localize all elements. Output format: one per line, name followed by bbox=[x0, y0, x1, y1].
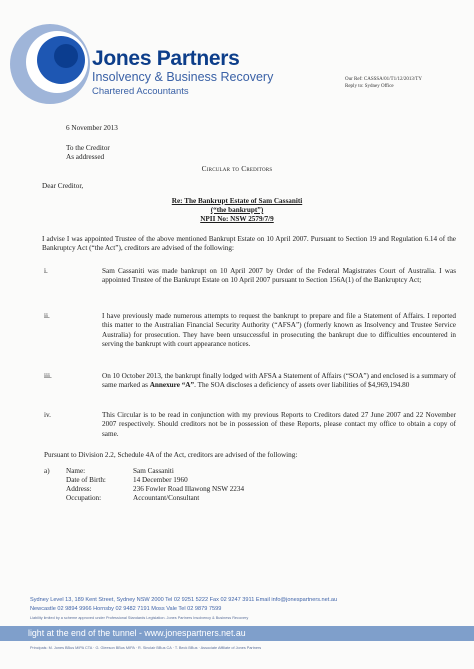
recipient-line-2: As addressed bbox=[66, 153, 105, 161]
detail-label: Date of Birth: bbox=[66, 476, 106, 484]
brand-name: Jones Partners bbox=[92, 47, 240, 70]
item-text: On 10 October 2013, the bankrupt finally lodged with AFSA a Statement of Affairs (“SOA”) and enclosed is a summary of same marked as Annexure “A”. The SOA discloses a deficiency of assets over liabilities of $4,969,194.80 bbox=[102, 372, 456, 390]
item-number: i. bbox=[44, 267, 48, 275]
detail-value: Accountant/Consultant bbox=[133, 494, 200, 502]
item-number: iii. bbox=[44, 372, 52, 380]
detail-value: 236 Fowler Road Illawong NSW 2234 bbox=[133, 485, 245, 493]
reply-to: Reply to: Sydney Office bbox=[345, 84, 394, 89]
detail-label: Address: bbox=[66, 485, 92, 493]
brand-tagline: Insolvency & Business Recovery bbox=[92, 70, 274, 84]
brand-chartered: Chartered Accountants bbox=[92, 86, 189, 97]
jones-partners-logo-icon bbox=[6, 22, 96, 106]
recipient-line-1: To the Creditor bbox=[66, 144, 110, 152]
detail-label: Occupation: bbox=[66, 494, 102, 502]
reference-block bbox=[345, 76, 422, 90]
item-number: iv. bbox=[44, 411, 51, 419]
footer-contact bbox=[30, 596, 460, 614]
item-text: I have previously made numerous attempts to request the bankrupt to prepare and file a Statement of Affairs. I reported this matter to the Australian Financial Security Authority (“AFSA”) (formerly known as Insolvency and Trustee Service Australia) for prosecution. They have been unsuccessful in prosecuting the bankrupt due to difficulties encountered in serving the bankrupt with court appearance notices. bbox=[102, 312, 456, 349]
item-text: This Circular is to be read in conjunction with my previous Reports to Creditors dated 27 June 2007 and 22 November 2007 respectively. Should creditors not be in possession of these Reports, please contact my office to obtain a copy of same. bbox=[102, 411, 456, 438]
re-line-2: (“the bankrupt”) bbox=[210, 206, 264, 214]
annexure-reference: Annexure “A” bbox=[149, 381, 195, 390]
re-line-1: Re: The Bankrupt Estate of Sam Cassaniti bbox=[171, 197, 303, 205]
our-ref: Our Ref: CASSSA/01/T1/12/2013/TY bbox=[345, 77, 422, 82]
detail-label: Name: bbox=[66, 467, 86, 475]
footer-contact-line-2: Newcastle 02 9894 9966 Hornsby 02 9482 7191 Moss Vale Tel 02 9879 7599 bbox=[30, 605, 222, 612]
detail-value: 14 December 1960 bbox=[133, 476, 188, 484]
footer-band-text: light at the end of the tunnel - www.jonespartners.net.au bbox=[28, 628, 246, 638]
circular-heading: Circular to Creditors bbox=[201, 164, 273, 173]
footer-disclaimer: Liability limited by a scheme approved under Professional Standards Legislation. Jones Partners Insolvency & Business Recovery bbox=[30, 616, 249, 620]
footer-principals: Principals: M. Jones BBus MIPA CTA · G. Gleeson BBus MIPA · R. Sinclair BBus CA · T. Beck BBus · Associate Affiliate of Jones Partners bbox=[30, 646, 262, 650]
intro-paragraph: I advise I was appointed Trustee of the above mentioned Bankrupt Estate on 10 April 2007. Pursuant to Section 19 and Regulation 6.14 of the Bankruptcy Act (“the Act”), creditors are advised of the following: bbox=[42, 235, 456, 253]
item-number: ii. bbox=[44, 312, 50, 320]
salutation: Dear Creditor, bbox=[42, 182, 84, 190]
item-text: Sam Cassaniti was made bankrupt on 10 April 2007 by Order of the Federal Magistrates Court of Australia. I was appointed Trustee of the Bankrupt Estate on 10 April 2007 pursuant to Section 156A(1) of the Bankruptcy Act; bbox=[102, 267, 456, 285]
detail-value: Sam Cassaniti bbox=[133, 467, 174, 475]
details-label: a) bbox=[44, 467, 50, 475]
footer-contact-line-1: Sydney Level 13, 189 Kent Street, Sydney NSW 2000 Tel 02 9251 5222 Fax 02 9247 3911 Email info@jonespartners.net.au bbox=[30, 597, 338, 603]
re-line-3: NPII No: NSW 2579/7/9 bbox=[200, 215, 274, 223]
division-intro: Pursuant to Division 2.2, Schedule 4A of the Act, creditors are advised of the following: bbox=[44, 451, 298, 459]
letter-date: 6 November 2013 bbox=[66, 124, 118, 132]
